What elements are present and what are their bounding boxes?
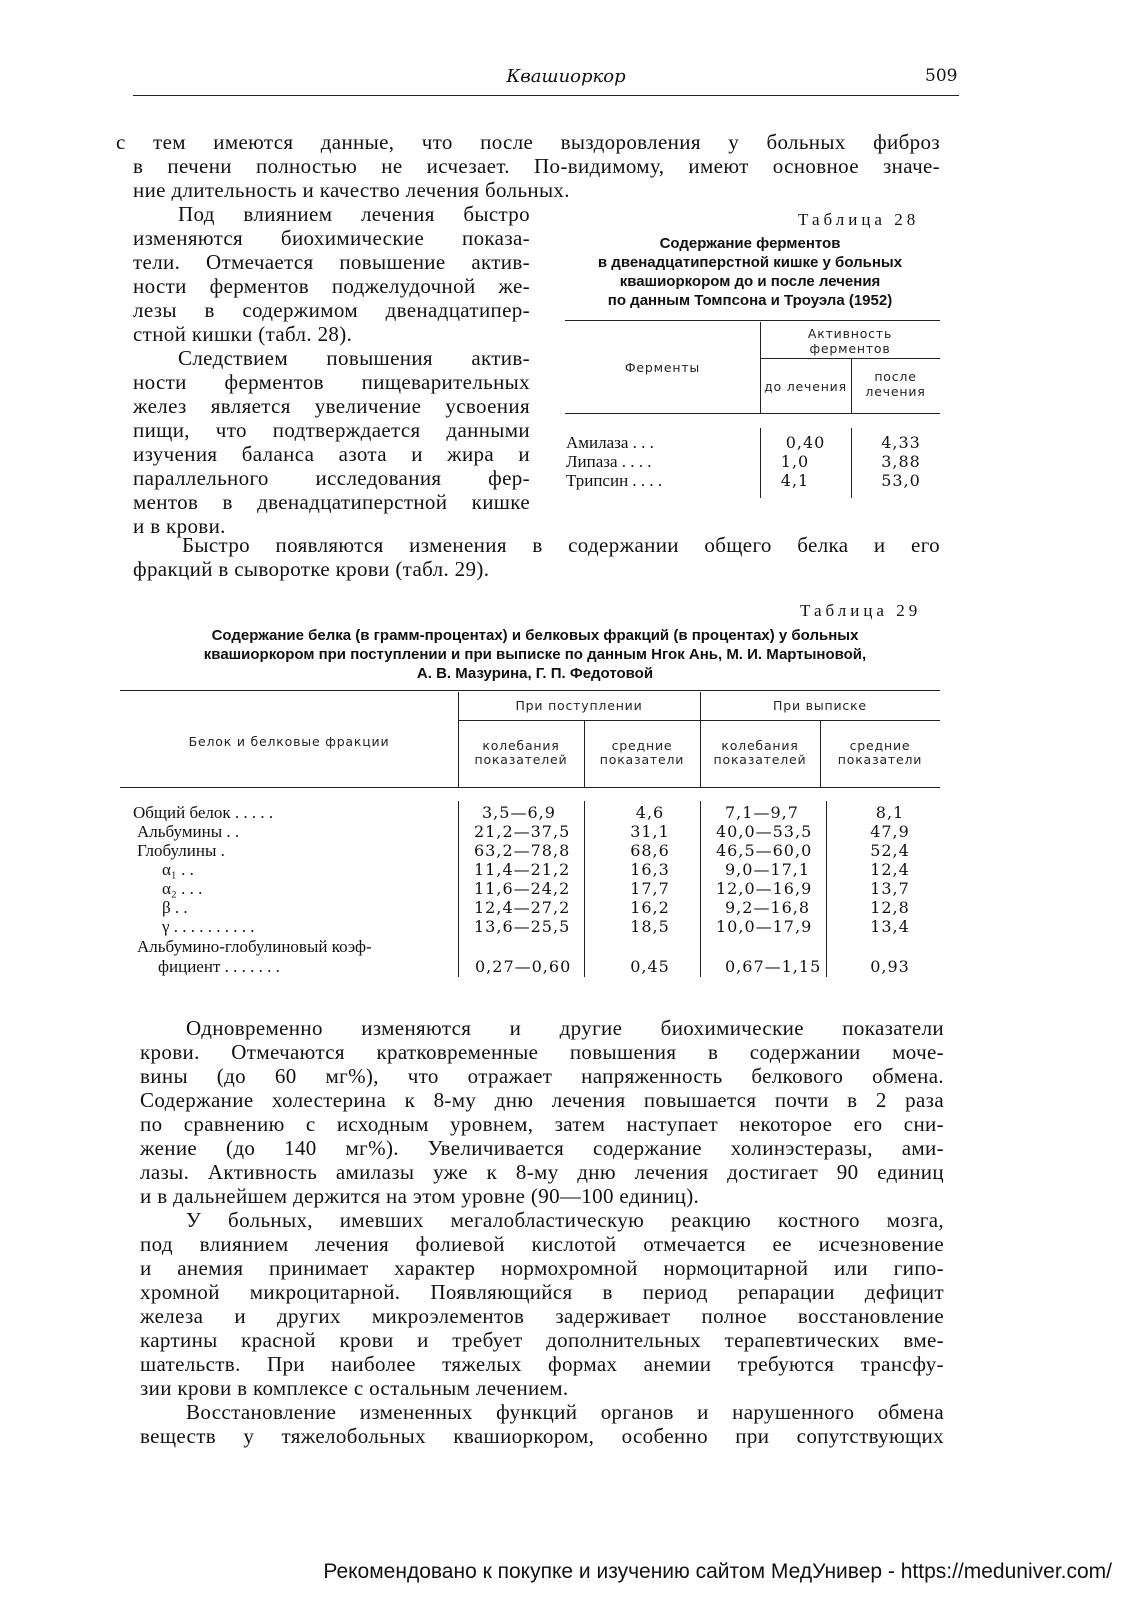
text-line: хромной микроцитарной. Появляющийся в период репарации дефицит: [140, 1280, 944, 1304]
table-29-row-mean-admission: 16,3: [630, 860, 670, 879]
table-29-col-range: показателей: [474, 752, 568, 767]
table-29-row-range-admission: 21,2—37,5: [474, 822, 571, 841]
table-29-row-range-discharge: 12,0—16,9: [716, 879, 813, 898]
table-29-label: Таблица 29: [800, 601, 922, 620]
table-29-row-mean-discharge: 12,8: [870, 898, 910, 917]
table-29-row-range-admission: 12,4—27,2: [474, 898, 571, 917]
text-line: У больных, имевших мегалобластическую реакцию костного мозга,: [186, 1208, 944, 1232]
table-29-row-name: Альбумины . .: [137, 822, 240, 841]
table-28-row-name: Амилаза . . .: [566, 433, 654, 452]
text-line: тели. Отмечается повышение актив-: [133, 250, 530, 274]
table-29-vrule: [584, 801, 585, 977]
table-29-caption-line: Содержание белка (в грамм-процентах) и белковых фракций (в процентах) у больных: [211, 627, 859, 644]
table-28-caption-line: Содержание ферментов: [659, 235, 841, 252]
table-29-row-range-discharge: 7,1—9,7: [725, 803, 799, 822]
table-29-row-name: α₂ . . .: [162, 879, 203, 898]
table-29-row-range-admission: 13,6—25,5: [474, 917, 571, 936]
table-29-row-mean-discharge: 0,93: [870, 957, 910, 976]
table-29-col-mean: показатели: [837, 752, 923, 767]
text-line: Содержание холестерина к 8-му дню лечения повышается почти в 2 раза: [140, 1088, 944, 1112]
table-29-row-range-admission: 11,4—21,2: [474, 860, 571, 879]
text-line: параллельного исследования фер-: [133, 466, 530, 490]
table-29-row-range-admission: 3,5—6,9: [482, 803, 556, 822]
table-29-row-range-discharge: 10,0—17,9: [716, 917, 813, 936]
table-29-col-range: показателей: [713, 752, 807, 767]
table-28-row-before: 1,0: [780, 452, 810, 471]
text-line: и в дальнейшем держится на этом уровне (90—100 единиц).: [140, 1184, 700, 1208]
table-29-col-range: колебания: [482, 738, 560, 753]
table-29-row-name: Общий белок . . . . .: [133, 803, 274, 822]
text-line: Восстановление измененных функций органов и нарушенного обмена: [186, 1400, 944, 1424]
table-29-col-mean: средние: [611, 738, 673, 753]
text-line: ности ферментов поджелудочной же-: [133, 274, 530, 298]
text-line: Следствием повышения актив-: [178, 346, 530, 370]
table-29-row-mean-discharge: 13,4: [870, 917, 910, 936]
text-line: под влиянием лечения фолиевой кислотой отмечается ее исчезновение: [140, 1232, 944, 1256]
text-line: веществ у тяжелобольных квашиоркором, особенно при сопутствующих: [140, 1424, 944, 1448]
table-29-caption-line: квашиоркором при поступлении и при выписке по данным Нгок Ань, М. И. Мартыновой,: [203, 646, 867, 663]
text-line: стной кишки (табл. 28).: [133, 322, 353, 346]
table-29-col-mean: показатели: [599, 752, 685, 767]
footer-recommendation: Рекомендовано к покупке и изучению сайтом МедУнивер - https://meduniver.com/: [323, 1560, 1112, 1583]
table-29-top-rule: [120, 690, 940, 691]
table-29-row-range-admission: 63,2—78,8: [474, 841, 571, 860]
table-29-row-name: фициент . . . . . . .: [158, 957, 280, 976]
table-29-col-protein: Белок и белковые фракции: [188, 734, 390, 749]
table-29-row-mean-discharge: 13,7: [870, 879, 910, 898]
table-28-row-after: 4,33: [881, 433, 921, 452]
text-line: Одновременно изменяются и другие биохимические показатели: [186, 1016, 944, 1040]
running-header-title: Квашиоркор: [506, 66, 626, 87]
table-28-label: Таблица 28: [798, 210, 920, 229]
table-28-row-after: 53,0: [881, 471, 921, 490]
table-29-row-mean-discharge: 8,1: [875, 803, 905, 822]
text-line: вины (до 60 мг%), что отражает напряженность белкового обмена.: [140, 1064, 944, 1088]
table-29-vrule: [826, 801, 827, 977]
text-line: жение (до 140 мг%). Увеличивается содержание холинэстеразы, ами-: [140, 1136, 944, 1160]
table-29-row-mean-discharge: 52,4: [870, 841, 910, 860]
table-28-header-rule: [565, 413, 940, 414]
table-28-row-name: Трипсин . . . .: [566, 471, 663, 490]
text-line: Быстро появляются изменения в содержании общего белка и его: [182, 533, 940, 557]
table-28-row-before: 4,1: [780, 471, 810, 490]
table-29-row-mean-discharge: 12,4: [870, 860, 910, 879]
table-29-row-range-admission: 11,6—24,2: [474, 879, 571, 898]
text-line: ности ферментов пищеварительных: [133, 370, 530, 394]
table-29-col-admission: При поступлении: [515, 698, 643, 713]
table-28-caption-line: по данным Томпсона и Троуэла (1952): [607, 292, 893, 309]
table-29-row-name: γ . . . . . . . . . .: [162, 917, 255, 936]
table-29-vrule: [700, 801, 701, 977]
text-line: пищи, что подтверждается данными: [133, 418, 530, 442]
table-28-col-enzymes: Ферменты: [624, 360, 701, 375]
table-29-col-mean: средние: [849, 738, 911, 753]
text-line: и анемия принимает характер нормохромной нормоцитарной или гипо-: [140, 1256, 944, 1280]
text-line: лезы в содержимом двенадцатипер-: [133, 298, 530, 322]
table-29-row-name: Глобулины .: [137, 841, 225, 860]
table-29-row-range-admission: 0,27—0,60: [475, 957, 572, 976]
table-29-col-discharge: При выписке: [773, 698, 867, 713]
text-line: зии крови в комплексе с остальным лечением.: [140, 1376, 569, 1400]
table-29-row-range-discharge: 40,0—53,5: [716, 822, 813, 841]
page-number: 509: [925, 66, 958, 86]
table-28-subheader-rule: [760, 358, 940, 359]
table-28-col-activity: Активность: [807, 326, 893, 341]
table-28-row-before: 0,40: [785, 433, 826, 452]
table-29-row-name: α₁ . .: [162, 860, 194, 879]
table-29-row-range-discharge: 46,5—60,0: [716, 841, 813, 860]
table-29-header-rule: [120, 787, 940, 788]
table-29-row-mean-admission: 16,2: [630, 898, 670, 917]
table-29-vrule: [458, 801, 459, 977]
text-line: ментов в двенадцатиперстной кишке: [133, 490, 530, 514]
text-line: с тем имеются данные, что после выздоровления у больных фиброз: [116, 130, 940, 154]
text-line: лазы. Активность амилазы уже к 8-му дню лечения достигает 90 единиц: [140, 1160, 944, 1184]
table-29-row-name: Альбумино-глобулиновый коэф-: [137, 937, 372, 956]
table-28-row-name: Липаза . . . .: [566, 452, 652, 471]
header-rule: [133, 95, 959, 96]
table-29-row-mean-admission: 31,1: [630, 822, 670, 841]
text-line: ние длительность и качество лечения больных.: [133, 178, 570, 202]
text-line: изменяются биохимические показа-: [133, 226, 530, 250]
table-29-row-mean-admission: 18,5: [630, 917, 670, 936]
table-29-row-range-discharge: 9,0—17,1: [725, 860, 811, 879]
text-line: железа и других микроэлементов задерживает полное восстановление: [140, 1304, 944, 1328]
table-29-row-range-discharge: 9,2—16,8: [725, 898, 811, 917]
text-line: фракций в сыворотке крови (табл. 29).: [133, 557, 490, 581]
text-line: изучения баланса азота и жира и: [133, 442, 530, 466]
table-29-row-range-discharge: 0,67—1,15: [725, 957, 822, 976]
table-29-row-mean-admission: 68,6: [630, 841, 670, 860]
table-29-row-mean-admission: 17,7: [630, 879, 670, 898]
table-29-row-mean-admission: 0,45: [630, 957, 670, 976]
table-28-col-before: до лечения: [764, 379, 847, 394]
text-line: Под влиянием лечения быстро: [178, 202, 530, 226]
table-29-subheader-rule: [458, 720, 940, 721]
table-29-col-range: колебания: [721, 738, 799, 753]
table-28-col-after: после: [874, 369, 917, 384]
table-29-row-name: β . .: [162, 898, 188, 917]
text-line: шательств. При наиболее тяжелых формах анемии требуются трансфу-: [140, 1352, 944, 1376]
table-28-top-rule: [565, 320, 940, 321]
text-line: в печени полностью не исчезает. По-видимому, имеют основное значе-: [133, 154, 940, 178]
table-29-row-mean-discharge: 47,9: [870, 822, 910, 841]
text-line: желез является увеличение усвоения: [133, 394, 530, 418]
text-line: картины красной крови и требует дополнительных терапевтических вме-: [140, 1328, 944, 1352]
table-28-caption-line: в двенадцатиперстной кишке у больных: [597, 254, 903, 271]
table-28-row-after: 3,88: [881, 452, 921, 471]
table-29-row-mean-admission: 4,6: [635, 803, 665, 822]
table-28-caption-line: квашиоркором до и после лечения: [619, 273, 881, 290]
text-line: и в крови.: [133, 514, 226, 538]
text-line: крови. Отмечаются кратковременные повышения в содержании моче-: [140, 1040, 944, 1064]
table-28-col-after: лечения: [865, 384, 926, 399]
table-29-caption-line: А. В. Мазурина, Г. П. Федотовой: [416, 665, 654, 682]
table-28-col-activity: ферментов: [809, 341, 891, 356]
text-line: по сравнению с исходным уровнем, затем наступает некоторое его сни-: [140, 1112, 944, 1136]
